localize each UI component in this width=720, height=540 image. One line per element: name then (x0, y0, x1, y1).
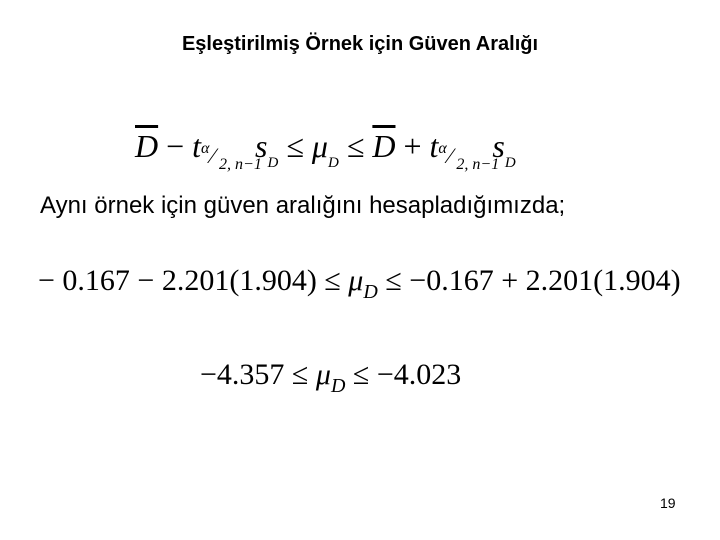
d-bar: $\overline{D}$ (135, 128, 159, 164)
t-subscript: α ⁄ 2 , n−1 (201, 140, 262, 173)
general-interval-formula: $\overline{D} - t$ α ⁄ 2 , n−1 $s_D \le \mu_D \le \overline{D} + t$ α ⁄ 2 , n−1 $s_D$ (135, 128, 516, 173)
slide-title: Eşleştirilmiş Örnek için Güven Aralığı (181, 33, 539, 55)
page-number: 19 (660, 495, 676, 511)
result-interval-formula: $-4.357 \le \mu_D \le -4.023$ (200, 358, 462, 397)
values-interval-formula: − $0.167 - 2.201(1.904) \le \mu_D \le -0.167 + 2.201(1.904)$ (38, 264, 681, 303)
body-text: Aynı örnek için güven aralığını hesapladığımızda; (40, 192, 566, 219)
